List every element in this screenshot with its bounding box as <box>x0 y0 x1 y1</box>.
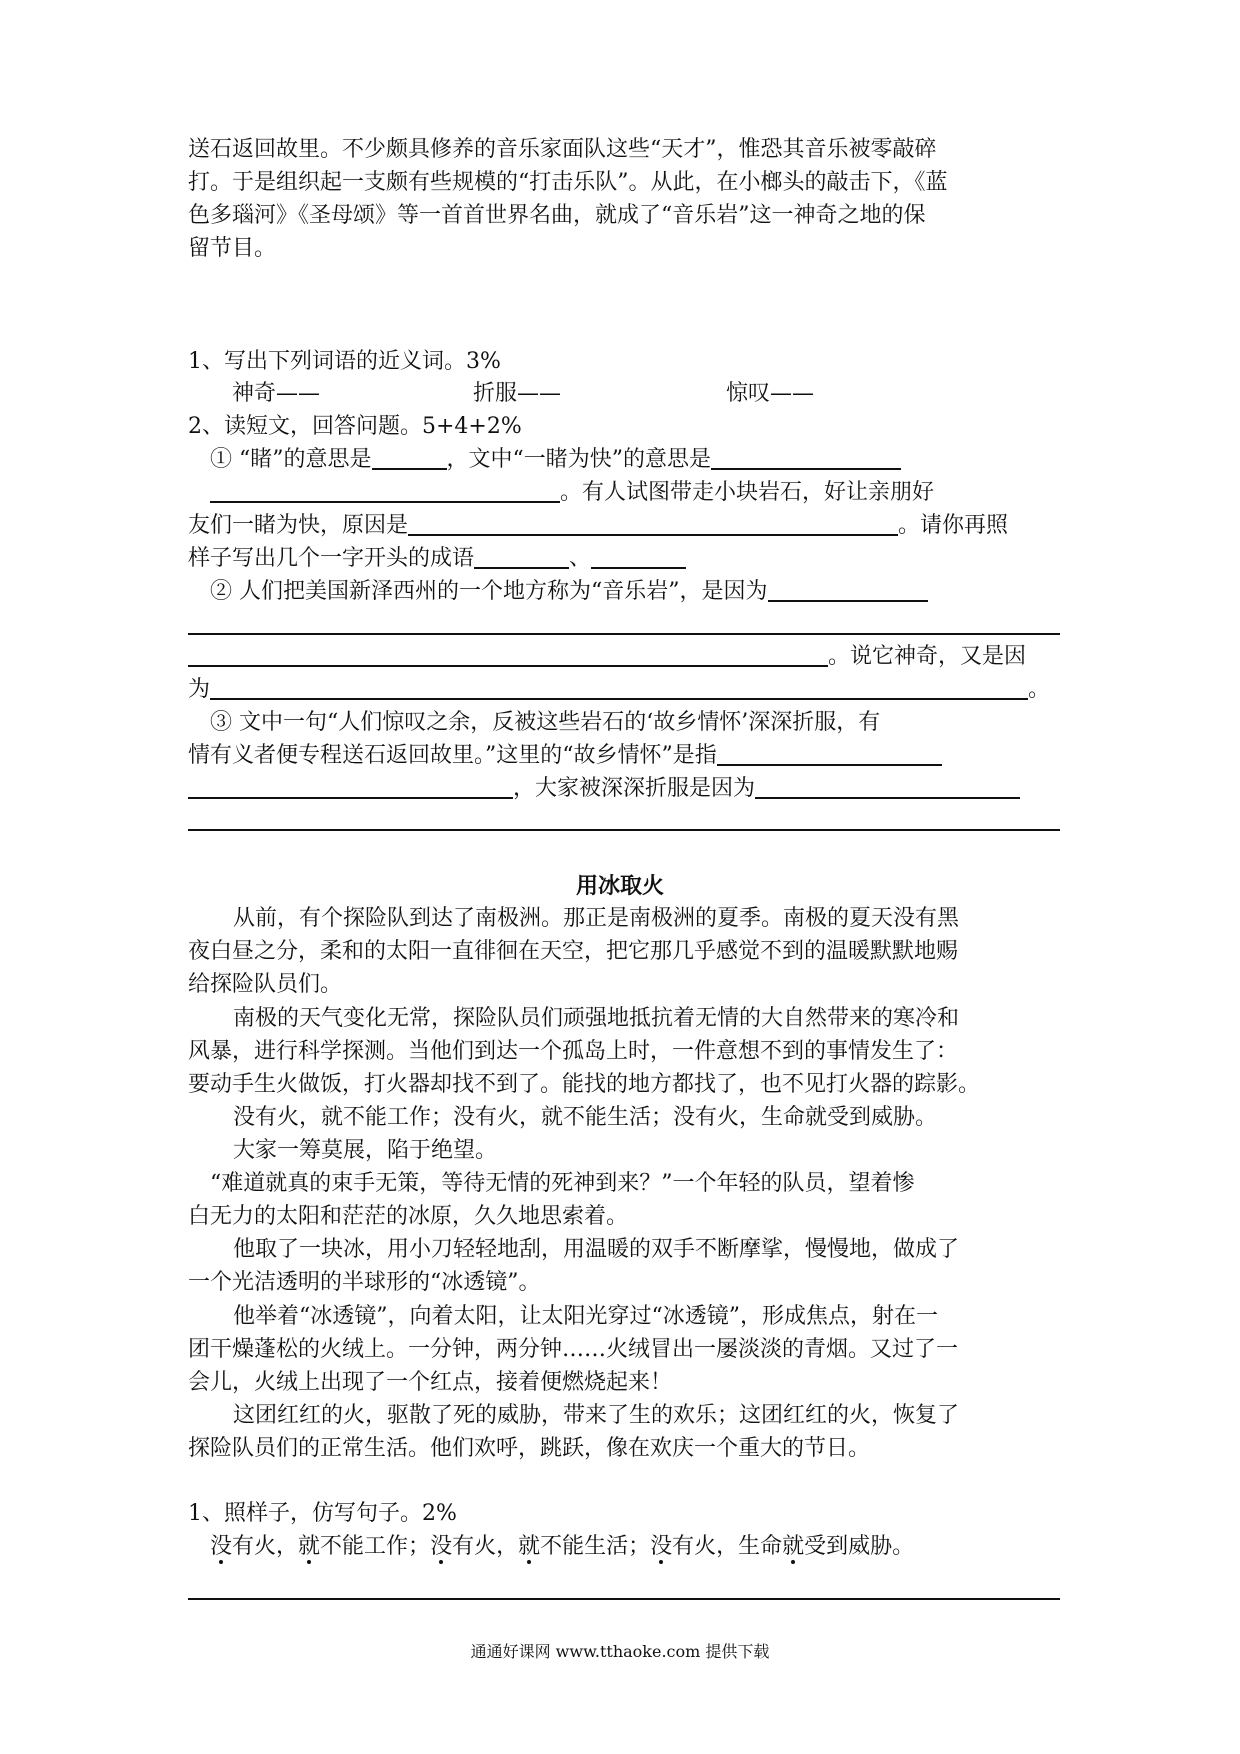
passage1-line-1: 送石返回故里。不少颇具修养的音乐家面队这些“天才”，惟恐其音乐被零敲碎 <box>188 137 937 162</box>
passage2-line: 这团红红的火，驱散了死的威胁，带来了生的欢乐；这团红红的火，恢复了 <box>233 1403 960 1428</box>
passage2-line: 给探险队员们。 <box>188 972 343 997</box>
passage2-line: 白无力的太阳和茫茫的冰原，久久地思索着。 <box>188 1204 629 1229</box>
q2-3-line-3: ，大家被深深折服是因为 <box>188 773 1060 805</box>
answer-blank[interactable] <box>474 545 569 569</box>
synonym-word-3: 惊叹—— <box>726 381 815 406</box>
answer-line[interactable] <box>188 633 1060 635</box>
answer-blank[interactable] <box>188 643 828 667</box>
passage2-line: 探险队员们的正常生活。他们欢呼，跳跃，像在欢庆一个重大的节日。 <box>188 1436 871 1461</box>
passage2-line: 没有火，就不能工作；没有火，就不能生活；没有火，生命就受到威胁。 <box>233 1105 938 1130</box>
emphasis-char: 没 <box>650 1534 673 1559</box>
page-footer: 通通好课网 www.tthaoke.com 提供下载 <box>470 1642 770 1661</box>
answer-blank[interactable] <box>408 512 898 536</box>
q2-2-line-2: 。说它神奇，又是因 <box>188 641 1060 673</box>
question-imitate: 1、照样子，仿写句子。2% <box>188 1501 457 1526</box>
passage2-line: 团干燥蓬松的火绒上。一分钟，两分钟……火绒冒出一屡淡淡的青烟。又过了一 <box>188 1337 959 1362</box>
emphasis-char: 就 <box>782 1534 805 1559</box>
answer-blank[interactable] <box>591 545 686 569</box>
q2-1-line-3: 友们一睹为快，原因是 。请你再照 <box>188 513 1009 538</box>
answer-blank[interactable] <box>210 676 1028 700</box>
answer-line[interactable] <box>188 1598 1060 1600</box>
passage2-line: 风暴，进行科学探测。当他们到达一个孤岛上时，一件意想不到的事情发生了： <box>188 1039 959 1064</box>
passage2-line: 从前，有个探险队到达了南极洲。那正是南极洲的夏季。南极的夏天没有黑 <box>233 906 960 931</box>
passage2-line: 他取了一块冰，用小刀轻轻地刮，用温暖的双手不断摩挲，慢慢地，做成了 <box>233 1237 960 1262</box>
passage1-line-4: 留节目。 <box>188 236 277 261</box>
emphasis-char: 没 <box>210 1534 233 1559</box>
answer-blank[interactable] <box>210 479 560 503</box>
passage2-line: 会儿，火绒上出现了一个红点，接着便燃烧起来！ <box>188 1370 673 1395</box>
passage2-line: 要动手生火做饭，打火器却找不到了。能找的地方都找了，也不见打火器的踪影。 <box>188 1072 981 1097</box>
answer-blank[interactable] <box>755 775 1020 799</box>
passage1-line-3: 色多瑙河》《圣母颂》等一首首世界名曲，就成了“音乐岩”这一神奇之地的保 <box>188 203 926 228</box>
question-2: 2、读短文，回答问题。5+4+2% <box>188 414 522 439</box>
answer-blank[interactable] <box>717 742 942 766</box>
passage2-line: 夜白昼之分，柔和的太阳一直徘徊在天空，把它那几乎感觉不到的温暖默默地赐 <box>188 939 959 964</box>
q2-1-line-1: ① “睹”的意思是 ，文中“一睹为快”的意思是 <box>210 444 1060 476</box>
emphasis-char: 没 <box>430 1534 453 1559</box>
synonym-word-1: 神奇—— <box>232 381 321 406</box>
answer-line[interactable] <box>188 829 1060 831</box>
synonym-word-2: 折服—— <box>473 381 562 406</box>
q2-2-line-3: 为 。 <box>188 677 1051 702</box>
q2-3-line-1: ③ 文中一句“人们惊叹之余，反被这些岩石的‘故乡情怀’深深折服，有 <box>210 710 881 735</box>
question-1: 1、写出下列词语的近义词。3% <box>188 349 501 374</box>
emphasis-char: 就 <box>518 1534 541 1559</box>
passage1-line-2: 打。于是组织起一支颇有些规模的“打击乐队”。从此，在小榔头的敲击下，《蓝 <box>188 170 948 195</box>
emphasis-char: 就 <box>298 1534 321 1559</box>
passage2-line: 一个光洁透明的半球形的“冰透镜”。 <box>188 1270 541 1295</box>
q2-2-line-1: ② 人们把美国新泽西州的一个地方称为“音乐岩”，是因为 <box>210 576 1060 608</box>
passage2-line: “难道就真的束手无策，等待无情的死神到来？”一个年轻的队员，望着惨 <box>210 1171 915 1196</box>
answer-blank[interactable] <box>372 446 447 470</box>
q2-3-line-2: 情有义者便专程送石返回故里。”这里的“故乡情怀”是指 <box>188 740 1060 772</box>
answer-blank[interactable] <box>768 578 928 602</box>
passage2-title: 用冰取火 <box>575 873 664 899</box>
passage2-line: 他举着“冰透镜”，向着太阳，让太阳光穿过“冰透镜”，形成焦点，射在一 <box>233 1304 938 1329</box>
passage2-line: 大家一筹莫展，陷于绝望。 <box>233 1138 498 1163</box>
answer-blank[interactable] <box>188 775 513 799</box>
q2-1-line-4: 样子写出几个一字开头的成语 、 <box>188 543 1060 575</box>
answer-blank[interactable] <box>711 446 901 470</box>
q2-1-line-2: 。有人试图带走小块岩石，好让亲朋好 <box>210 477 1060 509</box>
example-sentence: 没有火，就不能工作；没有火，就不能生活；没有火，生命就受到威胁。 <box>210 1534 915 1559</box>
passage2-line: 南极的天气变化无常，探险队员们顽强地抵抗着无情的大自然带来的寒冷和 <box>233 1006 960 1031</box>
